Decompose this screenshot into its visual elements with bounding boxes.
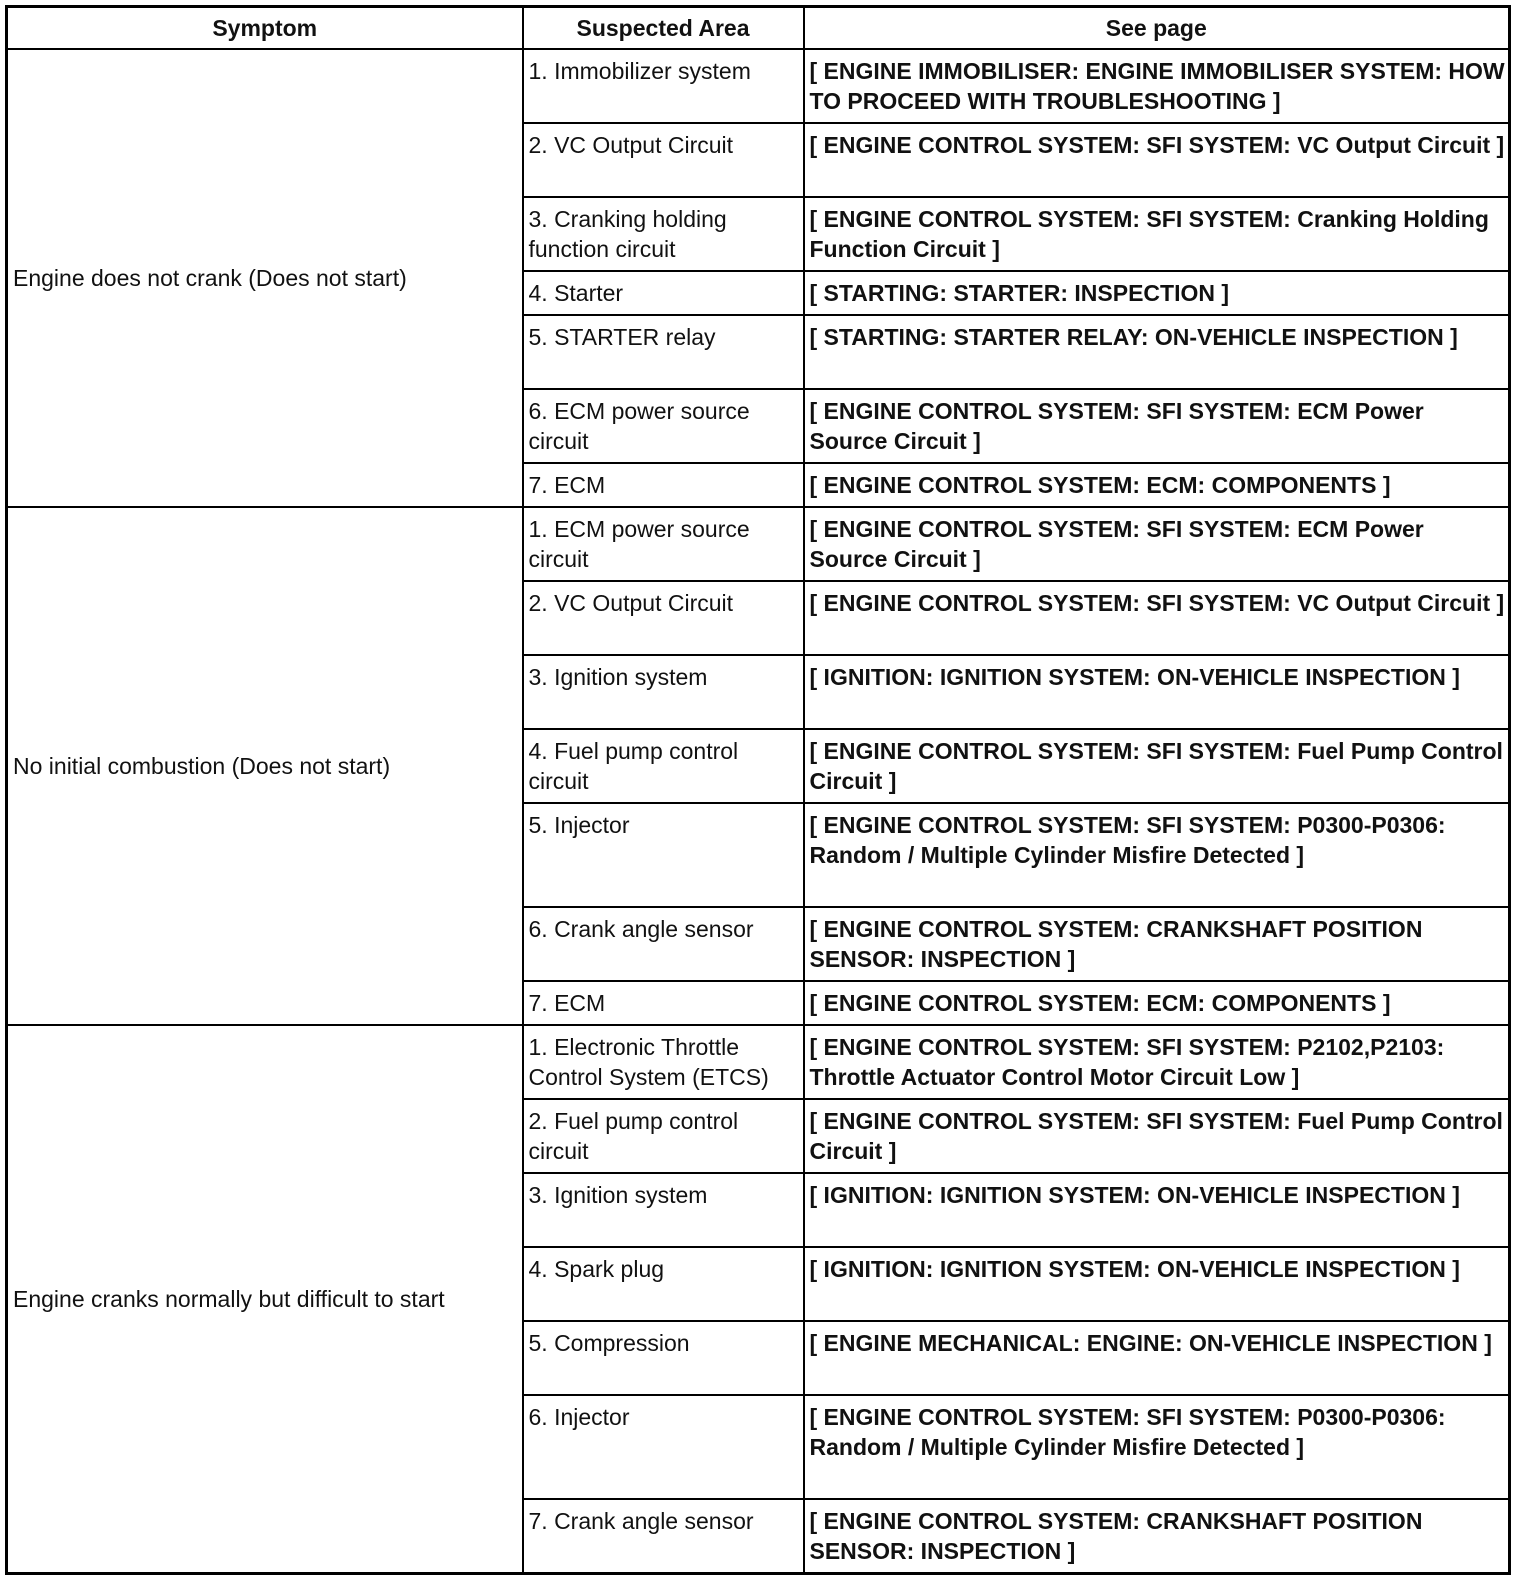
see-page-link[interactable]: [ STARTING: STARTER: INSPECTION ] <box>804 271 1510 315</box>
header-see-page: See page <box>804 7 1510 50</box>
see-page-link[interactable]: [ ENGINE CONTROL SYSTEM: SFI SYSTEM: Cranking Holding Function Circuit ] <box>804 197 1510 271</box>
table-row <box>7 49 1510 123</box>
see-page-link[interactable]: [ IGNITION: IGNITION SYSTEM: ON-VEHICLE INSPECTION ] <box>804 655 1510 729</box>
table-row <box>7 1025 1510 1099</box>
suspected-area-cell: 6. Crank angle sensor <box>523 907 804 981</box>
see-page-link[interactable]: [ ENGINE MECHANICAL: ENGINE: ON-VEHICLE INSPECTION ] <box>804 1321 1510 1395</box>
suspected-area-cell: 4. Spark plug <box>523 1247 804 1321</box>
see-page-link[interactable]: [ STARTING: STARTER RELAY: ON-VEHICLE INSPECTION ] <box>804 315 1510 389</box>
symptom-cell: Engine cranks normally but difficult to start <box>7 1025 523 1574</box>
see-page-link[interactable]: [ ENGINE CONTROL SYSTEM: ECM: COMPONENTS ] <box>804 981 1510 1025</box>
table-row <box>7 507 1510 581</box>
see-page-link[interactable]: [ ENGINE CONTROL SYSTEM: SFI SYSTEM: VC Output Circuit ] <box>804 123 1510 197</box>
suspected-area-cell: 4. Starter <box>523 271 804 315</box>
see-page-link[interactable]: [ ENGINE CONTROL SYSTEM: SFI SYSTEM: ECM Power Source Circuit ] <box>804 389 1510 463</box>
symptom-cell: No initial combustion (Does not start) <box>7 507 523 1025</box>
see-page-link[interactable]: [ ENGINE CONTROL SYSTEM: CRANKSHAFT POSITION SENSOR: INSPECTION ] <box>804 907 1510 981</box>
suspected-area-cell: 1. Electronic Throttle Control System (ETCS) <box>523 1025 804 1099</box>
see-page-link[interactable]: [ IGNITION: IGNITION SYSTEM: ON-VEHICLE INSPECTION ] <box>804 1247 1510 1321</box>
see-page-link[interactable]: [ ENGINE CONTROL SYSTEM: SFI SYSTEM: Fuel Pump Control Circuit ] <box>804 1099 1510 1173</box>
suspected-area-cell: 2. VC Output Circuit <box>523 123 804 197</box>
header-suspected-area: Suspected Area <box>523 7 804 50</box>
suspected-area-cell: 7. ECM <box>523 981 804 1025</box>
suspected-area-cell: 7. ECM <box>523 463 804 507</box>
suspected-area-cell: 3. Ignition system <box>523 655 804 729</box>
see-page-link[interactable]: [ ENGINE CONTROL SYSTEM: SFI SYSTEM: ECM Power Source Circuit ] <box>804 507 1510 581</box>
see-page-link[interactable]: [ ENGINE CONTROL SYSTEM: SFI SYSTEM: P2102,P2103: Throttle Actuator Control Motor Circuit Low ] <box>804 1025 1510 1099</box>
see-page-link[interactable]: [ ENGINE CONTROL SYSTEM: ECM: COMPONENTS ] <box>804 463 1510 507</box>
see-page-link[interactable]: [ ENGINE CONTROL SYSTEM: SFI SYSTEM: P0300-P0306: Random / Multiple Cylinder Misfire Detected ] <box>804 803 1510 907</box>
see-page-link[interactable]: [ ENGINE CONTROL SYSTEM: SFI SYSTEM: Fuel Pump Control Circuit ] <box>804 729 1510 803</box>
symptom-cell: Engine does not crank (Does not start) <box>7 49 523 507</box>
suspected-area-cell: 2. Fuel pump control circuit <box>523 1099 804 1173</box>
suspected-area-cell: 1. ECM power source circuit <box>523 507 804 581</box>
header-symptom: Symptom <box>7 7 523 50</box>
troubleshooting-table <box>5 5 1511 1575</box>
see-page-link[interactable]: [ IGNITION: IGNITION SYSTEM: ON-VEHICLE INSPECTION ] <box>804 1173 1510 1247</box>
suspected-area-cell: 2. VC Output Circuit <box>523 581 804 655</box>
header-row <box>7 7 1510 50</box>
suspected-area-cell: 1. Immobilizer system <box>523 49 804 123</box>
suspected-area-cell: 6. Injector <box>523 1395 804 1499</box>
suspected-area-cell: 3. Ignition system <box>523 1173 804 1247</box>
see-page-link[interactable]: [ ENGINE CONTROL SYSTEM: CRANKSHAFT POSITION SENSOR: INSPECTION ] <box>804 1499 1510 1574</box>
suspected-area-cell: 5. STARTER relay <box>523 315 804 389</box>
see-page-link[interactable]: [ ENGINE CONTROL SYSTEM: SFI SYSTEM: P0300-P0306: Random / Multiple Cylinder Misfire Detected ] <box>804 1395 1510 1499</box>
suspected-area-cell: 5. Compression <box>523 1321 804 1395</box>
suspected-area-cell: 4. Fuel pump control circuit <box>523 729 804 803</box>
suspected-area-cell: 6. ECM power source circuit <box>523 389 804 463</box>
see-page-link[interactable]: [ ENGINE IMMOBILISER: ENGINE IMMOBILISER SYSTEM: HOW TO PROCEED WITH TROUBLESHOOTING ] <box>804 49 1510 123</box>
suspected-area-cell: 3. Cranking holding function circuit <box>523 197 804 271</box>
suspected-area-cell: 7. Crank angle sensor <box>523 1499 804 1574</box>
see-page-link[interactable]: [ ENGINE CONTROL SYSTEM: SFI SYSTEM: VC Output Circuit ] <box>804 581 1510 655</box>
suspected-area-cell: 5. Injector <box>523 803 804 907</box>
